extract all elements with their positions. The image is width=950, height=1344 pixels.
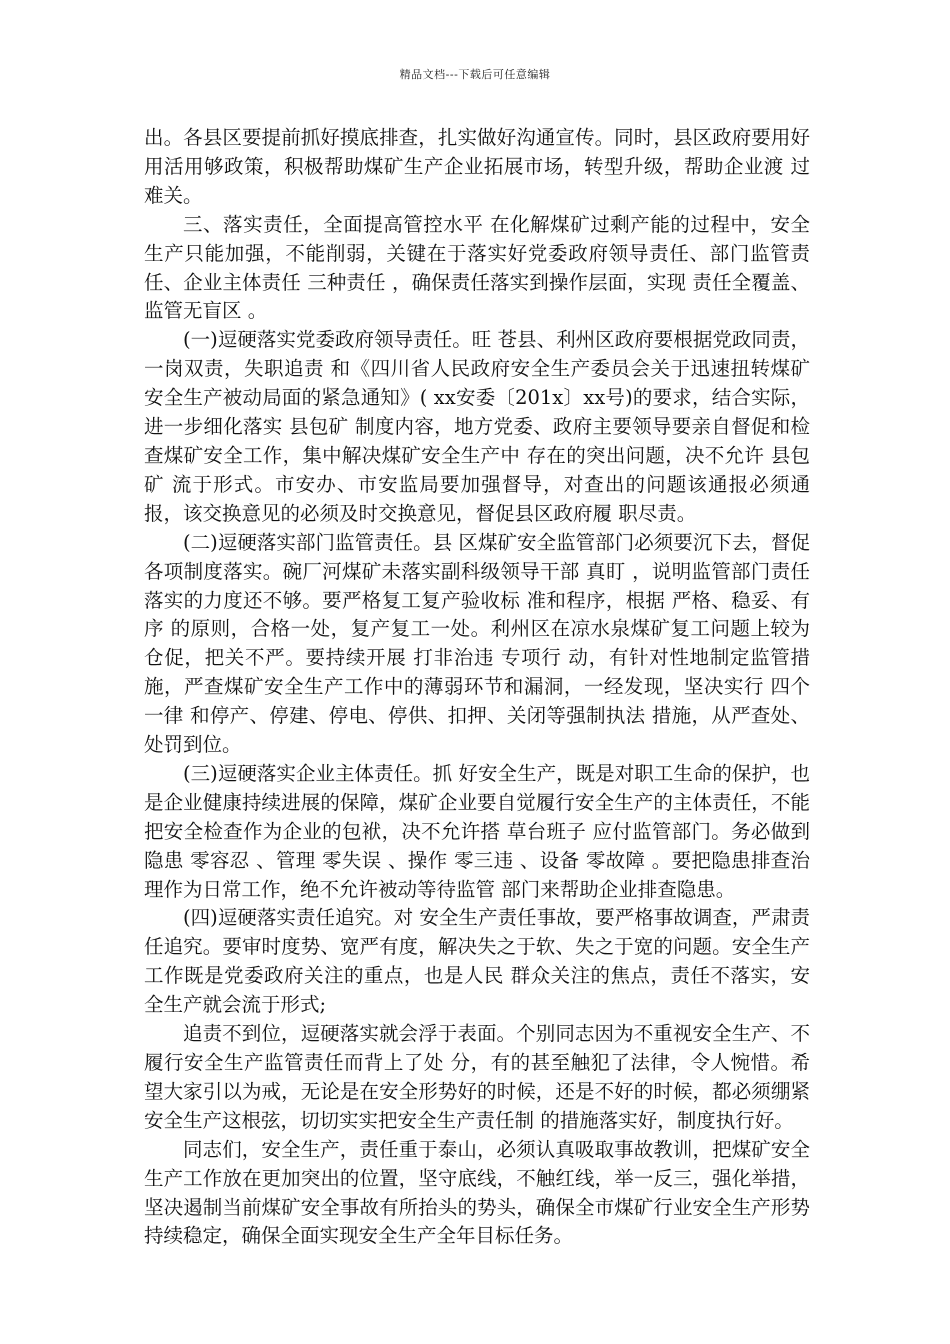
paragraph: 同志们，安全生产，责任重于泰山，必须认真吸取事故教训，把煤矿安全生产工作放在更加突出的位置，坚守底线，不触红线，举一反三，强化举措，坚决遏制当前煤矿安全事故有所抬头的势头，确保全市煤矿行业安全生产形势持续稳定，确保全面实现安全生产全年目标任务。	[144, 1137, 810, 1248]
paragraph: (三)逗硬落实企业主体责任。抓 好安全生产，既是对职工生命的保护，也是企业健康持续进展的保障，煤矿企业要自觉履行安全生产的主体责任，不能把安全检查作为企业的包袱，决不允许搭 草台班子 应付监管部门。务必做到隐患 零容忍 、管理 零失误 、操作 零三违 、设备 零故障 。要把隐患排查治理作为日常工作，绝不允许被动等待监管 部门来帮助企业排查隐患。	[144, 761, 810, 901]
paragraph: (四)逗硬落实责任追究。对 安全生产责任事故，要严格事故调查，严肃责任追究。要审时度势、宽严有度，解决失之于软、失之于宽的问题。安全生产工作既是党委政府关注的重点，也是人民 群众关注的焦点，责任不落实，安全生产就会流于形式;	[144, 906, 810, 1017]
paragraph: (二)逗硬落实部门监管责任。县 区煤矿安全监管部门必须要沉下去，督促各项制度落实。碗厂河煤矿未落实副科级领导干部 真盯 ，说明监管部门责任落实的力度还不够。要严格复工复产验收标 准和程序，根据 严格、稳妥、有序 的原则，合格一处，复产复工一处。利州区在凉水泉煤矿复工问题上较为仓促，把关不严。要持续开展 打非治违 专项行 动，有针对性地制定监管措施，严查煤矿安全生产工作中的薄弱环节和漏洞，一经发现，坚决实行 四个一律 和停产、停建、停电、停供、扣押、关闭等强制执法 措施，从严查处、处罚到位。	[144, 530, 810, 757]
paragraph: 追责不到位，逗硬落实就会浮于表面。个别同志因为不重视安全生产、不履行安全生产监管责任而背上了处 分，有的甚至触犯了法律，令人惋惜。希望大家引以为戒，无论是在安全形势好的时候，还是不好的时候，都必须绷紧安全生产这根弦，切切实实把安全生产责任制 的措施落实好，制度执行好。	[144, 1022, 810, 1132]
page-header-note: 精品文档---下载后可任意编辑	[399, 68, 551, 81]
paragraph: 出。各县区要提前抓好摸底排查，扎实做好沟通宣传。同时，县区政府要用好用活用够政策，积极帮助煤矿生产企业拓展市场，转型升级，帮助企业渡 过难关。	[144, 126, 810, 207]
paragraph: (一)逗硬落实党委政府领导责任。旺 苍县、利州区政府要根据党政同责，一岗双责，失职追责 和《四川省人民政府安全生产委员会关于迅速扭转煤矿安全生产被动局面的紧急通知》( xx安委〔201x〕xx号)的要求，结合实际，进一步细化落实 县包矿 制度内容，地方党委、政府主要领导要亲自督促和检查煤矿安全工作，集中解决煤矿安全生产中 存在的突出问题，决不允许 县包矿 流于形式。市安办、市安监局要加强督导，对查出的问题该通报必须通报，该交换意见的必须及时交换意见，督促县区政府履 职尽责。	[144, 328, 810, 525]
paragraph: 三、落实责任，全面提高管控水平 在化解煤矿过剩产能的过程中，安全生产只能加强，不能削弱，关键在于落实好党委政府领导责任、部门监管责任、企业主体责任 三种责任 ，确保责任落实到操作层面，实现 责任全覆盖、监管无盲区 。	[144, 212, 810, 323]
document-body	[144, 124, 810, 1251]
